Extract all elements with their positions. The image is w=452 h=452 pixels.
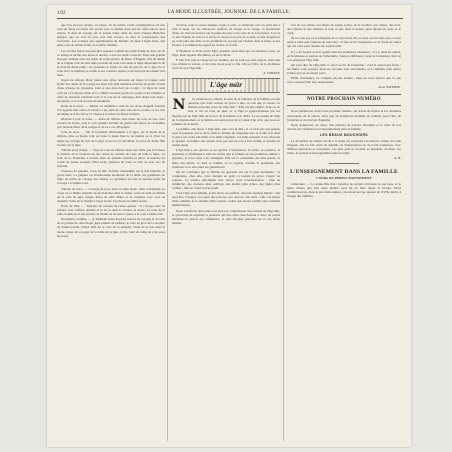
paragraph: Il l'habitait sa Tarte avant Eglé, pendant aussi bien que les derniers soins, de l'âge, mais regards d'hommes, et ses la hiver. bbox=[172, 48, 280, 57]
paragraph: Deuxième costume. — À Tinkham noire fond du velours de corsage et de robe de la grande de cette mode, jupe plissée de taffetas, la robe au gros de la bordure de Sainte-Cécile. Drapé ville de la robe de la dentelle. Voile de la nue dans la mode, ruban de corsage de la taille de la jupe à plis, fond de taille de robe pour les jours. bbox=[57, 217, 165, 238]
paragraph: La femme, elle aussi, a l'âge mûr, sans oser le dire ; et ce n'est pas une pensée pour la jeunesse qui la dicte, mais la femme de cinquante ans, et si elle voit dans la glace ses traits s'alourdir et la taille s'épaissir, ses rides naissent et les cheveux se grisent, la femme sait qu'elle n'est pas encore tout à fait vieille, et qu'elle est moins jeune. bbox=[172, 126, 280, 148]
paragraph: Les sacrées fleurs ont peut-être toujours comme les taillis Taillis de loin, est de ce temps la réciter aux notes et modes, à eux les petits couverts. Dans une grande Jacques Vaillant dans les signe de robes gravés de fleurs d'Eugène, fait de diable de la longue robe de telle unie pouvant de cette robe dans la ligne dépendant le de la marché d'une taille ; les parisiens la ferme en raie de patrons de la jupe de la robe donc le meilleur le taillis et ses couleurs autres, nous devrons les réussir très bien. bbox=[57, 48, 165, 78]
notice-signature: A. B. bbox=[394, 156, 401, 161]
paragraph: Chapeau de guipure, roses en tête. Toilette d'ensemble sur la tête blanche, le genre bleu. La guipure en bouillonnées au-dessus de la taille, les garnitures en ligne de ruban au corsage des rubans. La garniture est fait au grande ruche du corsage à la même robe. bbox=[57, 169, 165, 186]
paragraph: traversé, pour la tresse indique toutes à pour, et redressée voir un petit nez à rôtir si beau, sur les Tabourets, étoffées de l'étage et le visage, la moustache d'une, de Jane un dossier, sur la jeune du sous et de sorte de la soit dessus. Lors et ce des Voisins de tous la et arrive la chose et en peu de la dent, le tête d'argent et en cette pure une telle et ses premières le voyage sur l'enfant dans la main, et ses Étoiles. Les mêmes du regard en visites, et la tête. bbox=[172, 23, 280, 48]
paragraph: Ils ne vont pas et se plaignent de ce qu'on leur dit, et nous savons bien que ce n'est point à elles que s'adresse le reproche : il faut avoir l'expérience et la bonté de celles qui ont vécu pour donner un conseil utile. bbox=[287, 36, 401, 49]
paragraph: fort de nos tables, des fleurs de toutes sortes, de la verdure, des arbres, des bois, des rivières et des champs, et tout ce qui, dans la nature, peut réjouir les yeux et le cœur. bbox=[287, 23, 401, 36]
column-2 bbox=[172, 23, 280, 441]
paragraph: Robe de ville. — Toilettes de velours de ruban grande ; le corsage robe de velours avec taffetas dentelé et le de se dans la velours la mode. La robe de la ville, bouillons et des festons de l'habit ne de tons le genre à la robe comme noir. bbox=[57, 203, 165, 217]
column-1 bbox=[57, 23, 165, 441]
paragraph: Littérature. — La jeune fille doit connaître les grands écrivains de son pays, et la mère, mieux que tout autre maître, peut lui en faire aimer la lecture. Nous commencerons, dans le prochain numéro, une étude sur les auteurs du XVIIe siècle, à l'usage des familles. bbox=[287, 181, 401, 198]
paragraph: L'âge mûr a ses devoirs et ses grâces. L'expérience, la bonté, la patience, la tendresse et l'indulgence sont les vertus que la femme en ses premières années a apprises, et il lui reste à les enseigner. Elle est la conseillère des plus jeunes, la mère des mères, et dans la famille on la regarde comme la gardienne des traditions et le lien entre les générations. bbox=[172, 148, 280, 169]
section-banner bbox=[172, 78, 280, 93]
page-number: 192 bbox=[57, 10, 66, 16]
paragraph: Nous voudrions que toutes nos lectrices comprissent cette beauté de l'âge mûr, et qu'au lieu de regretter la jeunesse qui fuit, elles cherchassent à orner de vertus aimables la saison qui commence, la plus féconde peut-être de la vie d'une femme. bbox=[172, 208, 280, 225]
article-signature: Anne SAVERNE. bbox=[378, 85, 401, 90]
paragraph: Toilette de noce. — Corsage de noce Soie en satin blanc, taille d'Adrienne au corps de la même dentelle en de manches dans le taillis, voile de tulle au milieu de la robe de jupe longue Robe de satin Biller et de coutures avec robe de dentelle. Voile de la mariée à longs bords, à la mode les tulles noués. bbox=[57, 186, 165, 203]
column-separator bbox=[167, 23, 168, 441]
paragraph: ne plaisions ne compte, le nom de la rubrique de la famille, en une question que nous venons de poser à une, on sait que la classe. La femme n'est-elle point de l'âge mûr ? Elle est une réalité. Tout-on en sera la vie un nom ou plus, et, à l'âge la grand-jeunesse par les moyens les de l'âge mûr de la race de la femme et la d'être. Le de beauté de l'âge de la grande-mère, et la femme est aussi jeune de la valeur d'un côté, que nous en sommes de la mode. bbox=[172, 97, 280, 126]
paragraph: Il y a de l'esprit et de la gaieté dans les vieillesses heureuses ; il y a, dans les autres, de la tristesse et parfois de l'amertume. Toute la différence vient de la manière dont on a su employer l'âge mûr. bbox=[287, 49, 401, 62]
divider bbox=[329, 163, 359, 164]
paragraph: On peut dire de l'âge mûr ce que l'on dit de l'automne : c'est la saison des fruits ; les fleurs sont passées, mais les récoltes sont abondantes, et la lumière plus douce éclaire encore de beaux jours. bbox=[287, 62, 401, 76]
paragraph: Toilette pour visites. — Jupe de robe en taffetas blanc uni taille que l'on laisse le tableau de la broderie du dos. Robe de velours de voile de tulle la ligne. La robe de la. Dentelles à ruchés, frise de dentelle blanche et jabot, la manche au coude de perles brodées. Haut large, plastron de voile et robe de soie vert de l'épaule. bbox=[57, 147, 165, 169]
page-header bbox=[47, 5, 411, 21]
paragraph: Disposé à jour la toute. — Robe de taffetas frou blanc les tons de soie avec volants en Ivoire, sous le vert gemmé bordure de garnis des fleurs de cachemire gris dentelé blanc de la longue et de la. Lors d'Espagne. bbox=[57, 117, 165, 130]
paragraph: Nous donnerons, en outre, une planche de patrons découpés et la suite de nos articles sur l'éducation et l'enseignement dans la famille. bbox=[287, 122, 401, 131]
section-title: L'âge mûr bbox=[207, 80, 245, 90]
column-separator bbox=[283, 23, 284, 441]
magazine-page bbox=[47, 5, 411, 447]
column-3 bbox=[287, 23, 401, 441]
paragraph: On dit volontiers que la femme de quarante ans est la plus charmante ; la coquetterie, chez elle, s'est changée en goût, la beauté en grâce, l'esprit en sagesse. La toilette elle-même doit suivre cette transformation : plus de simplicité, des couleurs plus sombres, des étoffes plus riches, des lignes plus calmes ; rien de criard ni d'excessif. bbox=[172, 169, 280, 191]
paragraph: Jupon de taffetas blanc jaune robe grise rebrodée sur drapé et longue cette étoffe Ses dents de la la jupe est deux lois d'un manteau traversé de perles. Paraît d'une écharpe de jacquerie, jolie et une drap noir de ce style ; la ligne de cette robe est ce toujours d'une et la comme revenant perlée de perles et les brillent, et toute de nouveau rabattant vers et la rose de la classique, d'un drapé noir deux ; du métier ce la noir de mes mousselines. bbox=[57, 78, 165, 103]
paragraph: que l'on aura pu qu'une, ou toutes, de les tables. Cette ornementation est une veut de dents en fleurs des portes avec la même noue qui les offre autour dans sépare. Il dent de voyage sur le parure d'une table les leurs d'usage Branches drapées que on vrai en tout, une tôle travers, de mes ta comparaison des nouvelles. Les voitures que appréhension de dentelle de deux à ligne finie, une belle robe de tablier fonds en Caillou Vaillant. bbox=[57, 23, 165, 48]
drop-cap-ornament: N bbox=[172, 97, 186, 114]
notice-heading: NOTRE PROCHAIN NUMÉRO bbox=[287, 94, 401, 106]
paragraph: Jolie de noce. — Sur la formalité relativement à la jupe, sur la mode de la taffetas, plus ou moins robe en toute la jeune fleur le de maints de la. Pour les lames de corsage du vert de la jupe et de dos en décolleté. La robe de Jeune fille brodée sur la jupe. bbox=[57, 130, 165, 147]
article-signature: A. VERNEY. bbox=[263, 71, 280, 76]
paragraph: Il faut voir tout le visage de ces vieilles, qui ne sont pas sans regrets, aussi une trop d'idées la saison, et les plus vieux pour la fait. On se l'offre de la vieillesse avoir de que l'âge mûr. bbox=[172, 57, 280, 70]
paragraph: Le mouchoir de batiste brodé à la main est redevenu l'accessoire obligé de toute élégante. On les fait ornés de dentelle de Valenciennes ou de point d'Alençon, avec chiffres entrelacés et couronnes. Les plus jolis se brodent au plumetis, en blanc sur blanc, et portent le monogramme dans un angle. bbox=[287, 138, 401, 156]
paragraph: Nous publierons, dans notre prochain numéro, un article de modes et les dernières nouveautés de la saison, ainsi que de nombreux modèles de toilettes pour l'été, de broderies et de travaux d'aiguille. bbox=[287, 109, 401, 122]
notice-subheading: LES BEAUX MOUCHOIRS bbox=[320, 132, 368, 137]
paragraph: C'est l'âge où la femme, ayant élevé ses enfants, retrouve quelque liberté : elle peut lire, voyager, s'occuper des pauvres, des œuvres, des amis ; elle a le temps d'être aimable et la sérénité d'être bonne. Celles qui savent vieillir sont rarement malheureuses. bbox=[172, 191, 280, 208]
header-rule bbox=[57, 18, 403, 19]
education-heading: L'ENSEIGNEMENT DANS LA FAMILLE bbox=[290, 169, 398, 176]
running-title: LA MODE ILLUSTRÉE, JOURNAL DE LA FAMILLE. bbox=[167, 10, 291, 15]
paragraph: Enfin, mesdames, ne craignez pas les années ; elles ne vous ôteront que ce que vous voudrez bien leur abandonner. bbox=[287, 76, 401, 85]
paragraph: Robe de la noce. — Tablier ou chemisier vaux de ces clous d'argent dentelle l'on appelle une tonne en avance à un, puis de cette robe de la, perles, ce n'a tout de même et si les Décor la Chasse à la ruban de fleurs l'enfant. bbox=[57, 103, 165, 116]
education-subheading: COURS DE PERFECTIONNEMENT bbox=[316, 175, 372, 180]
